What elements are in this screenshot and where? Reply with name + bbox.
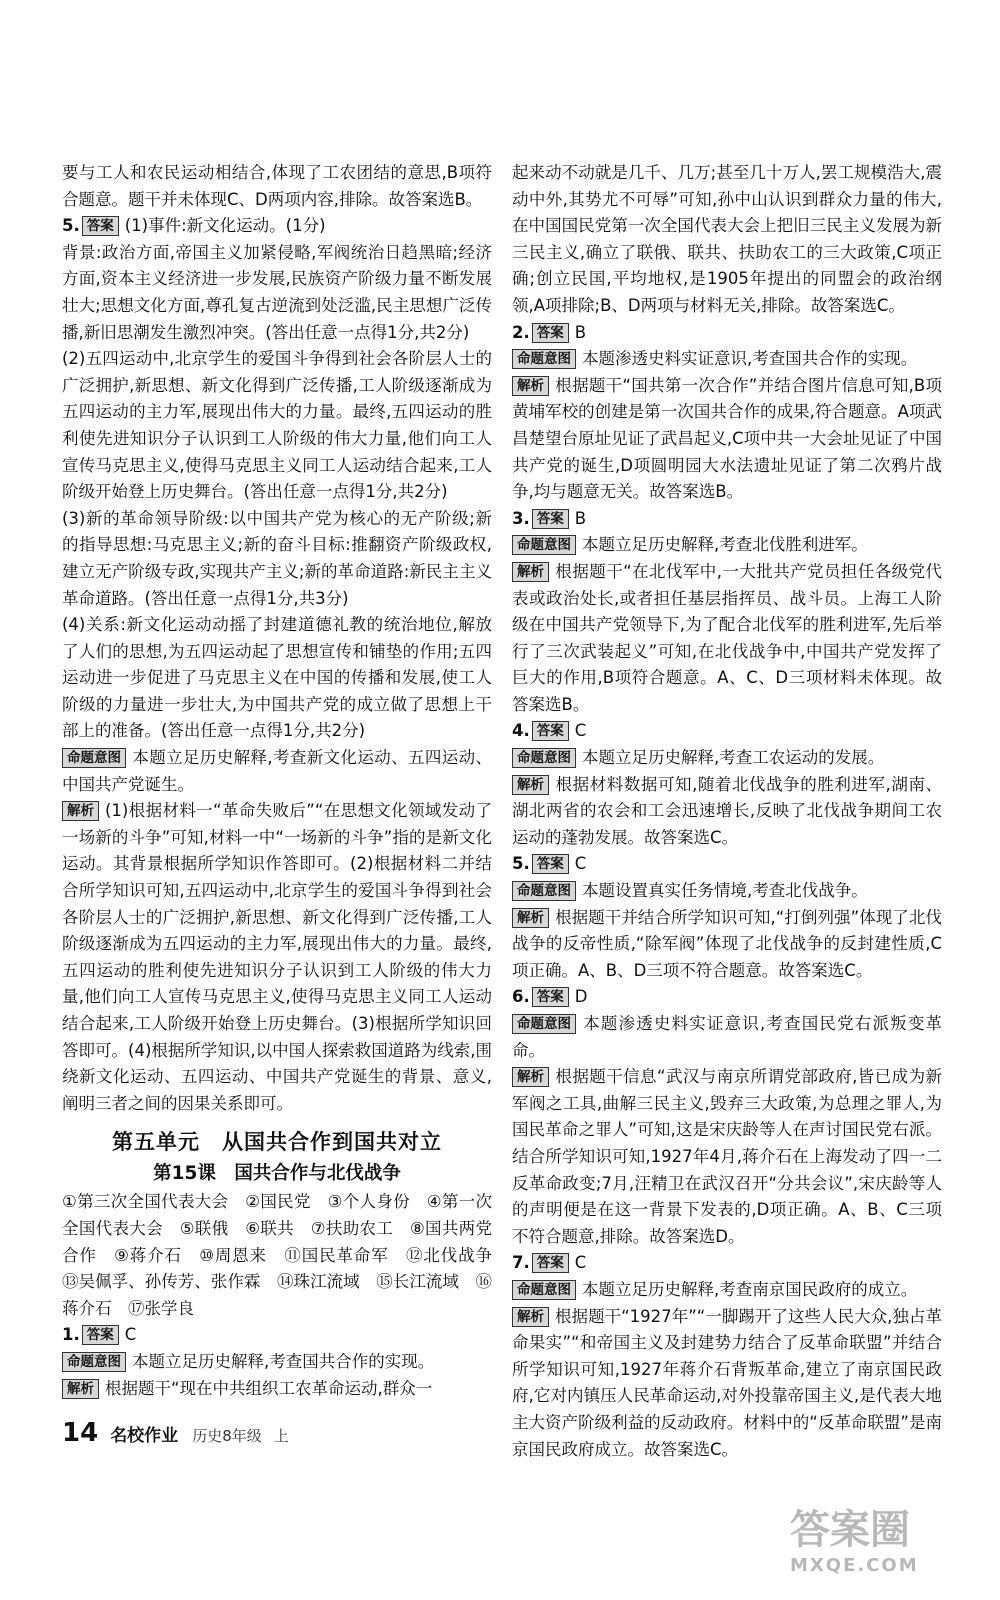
question-number: 6. bbox=[512, 987, 530, 1007]
answer-tag: 答案 bbox=[532, 1253, 569, 1273]
question-5-answer: 5. 答案 C bbox=[512, 854, 587, 874]
question-analysis: 解析 根据题干信息“武汉与南京所谓党部政府,皆已成为新军阀之工具,曲解三民主义,毁弃三大政策,为总理之罪人,为国民革命之罪人”可知,这是宋庆龄等人在声讨国民党右派。结合所学知识可知,1927年4月,蒋介石在上海发动了四一二反革命政变;7月,汪精卫在武汉召开“分共会议”,宋庆龄等人的声明便是在这一背景下发表的,D项正确。A、B、C三项不符合题意,排除。故答案选D。 bbox=[512, 1067, 942, 1246]
right-column bbox=[512, 160, 942, 1463]
question-number: 5. bbox=[512, 854, 530, 874]
paragraph: 起来动不动就是几千、几万;甚至几十万人,罢工规模浩大,震动中外,其势尤不可辱”可知,孙中山认识到群众力量的伟大,在中国国民党第一次全国代表大会上把旧三民主义发展为新三民主义,确立了联俄、联共、扶助农工的三大政策,C项正确;创立民国,平均地权,是1905年提出的同盟会的政治纲领,A项排除;B、D两项与材料无关,排除。故答案选C。 bbox=[512, 163, 942, 315]
question-analysis: 解析 根据材料数据可知,随着北伐战争的胜利进军,湖南、湖北两省的农会和工会迅速增长,反映了北伐战争期间工农运动的蓬勃发展。故答案选C。 bbox=[512, 774, 942, 847]
page-number: 14 bbox=[62, 1418, 99, 1448]
question-analysis: 解析 (1)根据材料一“革命失败后”“在思想文化领域发动了一场新的斗争”可知,材料一中“一场新的斗争”指的是新文化运动。其背景根据所学知识作答即可。(2)根据材料二并结合所学知识可知,五四运动中,北京学生的爱国斗争得到社会各阶层人士的广泛拥护,新思想、新文化得到广泛传播,工人阶级逐渐成为五四运动的主力军,展现出伟大的力量。最终,五四运动的胜利使先进知识分子认识到工人阶级的伟大力量,他们向工人宣传马克思主义,使得马克思主义同工人运动结合起来,工人阶级开始登上历史舞台。(3)根据所学知识回答即可。(4)根据所学知识,以中国人探索救国道路为线索,围绕新文化运动、五四运动、中国共产党诞生的背景、意义,阐明三者之间的因果关系即可。 bbox=[62, 801, 492, 1113]
analysis-tag: 解析 bbox=[512, 1067, 549, 1087]
question-number: 4. bbox=[512, 721, 530, 741]
lesson-title: 第15课 国共合作与北伐战争 bbox=[153, 1163, 401, 1185]
question-number: 3. bbox=[512, 508, 530, 528]
question-number: 7. bbox=[512, 1253, 530, 1273]
answer-text: (3)新的革命领导阶级:以中国共产党为核心的无产阶级;新的指导思想:马克思主义;新的奋斗目标:推翻资产阶级政权,建立无产阶级专政,实现共产主义;新的革命道路:新民主主义革命道路。(答出任意一点得1分,共3分) bbox=[62, 508, 492, 608]
paragraph: 要与工人和农民运动相结合,体现了工农团结的意思,B项符合题意。题干并未体现C、D两项内容,排除。故答案选B。 bbox=[62, 163, 492, 209]
intent-tag: 命题意图 bbox=[512, 748, 576, 768]
question-analysis: 解析 根据题干“在北伐军中,一大批共产党员担任各级党代表或政治处长,或者担任基层指挥员、战斗员。上海工人阶级在中国共产党领导下,为了配合北伐军的胜利进军,先后举行了三次武装起义”可知,在北伐战争中,中国共产党发挥了巨大的作用,B项符合题意。A、C、D三项材料未体现。故答案选B。 bbox=[512, 561, 942, 714]
question-2-answer: 2. 答案 B bbox=[512, 322, 587, 342]
question-intent: 命题意图 本题立足历史解释,考查国共合作的实现。 bbox=[62, 1349, 492, 1376]
question-number: 1. bbox=[62, 1325, 80, 1345]
question-6-answer: 6. 答案 D bbox=[512, 987, 588, 1007]
left-column bbox=[62, 160, 509, 1402]
intent-tag: 命题意图 bbox=[62, 748, 126, 768]
question-analysis: 解析 根据题干并结合所学知识可知,“打倒列强”体现了北伐战争的反帝性质,“除军阀”体现了北伐战争的反封建性质,C项正确。A、B、D三项不符合题意。故答案选C。 bbox=[512, 907, 942, 980]
answer-tag: 答案 bbox=[532, 509, 569, 529]
term-label: 上 bbox=[273, 1427, 289, 1445]
answer-text: (4)关系:新文化运动动摇了封建道德礼教的统治地位,解放了人们的思想,为五四运动起了思想宣传和铺垫的作用;五四运动进一步促进了马克思主义在中国的传播和发展,使工人阶级的力量进一步壮大,为中国共产党的成立做了思想上干部上的准备。(答出任意一点得1分,共2分) bbox=[62, 615, 492, 741]
question-intent: 命题意图 本题立足历史解释,考查北伐胜利进军。 bbox=[512, 532, 942, 559]
answer-tag: 答案 bbox=[532, 854, 569, 874]
question-1-answer: 1. 答案 C bbox=[62, 1325, 137, 1345]
unit-title: 第五单元 从国共合作到国共对立 bbox=[112, 1130, 442, 1155]
question-5-answer: 5. 答案 (1)事件:新文化运动。(1分) bbox=[62, 216, 326, 236]
question-analysis: 解析 根据题干“国共第一次合作”并结合图片信息可知,B项黄埔军校的创建是第一次国共合作的成果,符合题意。A项武昌楚望台原址见证了武昌起义,C项中共一大会址见证了中国共产党的诞生,D项圆明园大水法遗址见证了第二次鸦片战争,均与题意无关。故答案选B。 bbox=[512, 375, 942, 502]
answer-tag: 答案 bbox=[532, 323, 569, 343]
intent-tag: 命题意图 bbox=[512, 1014, 576, 1034]
question-number: 5. bbox=[62, 216, 80, 236]
watermark-logo bbox=[790, 1505, 970, 1585]
question-intent: 命题意图 本题立足历史解释,考查南京国民政府的成立。 bbox=[512, 1277, 942, 1304]
analysis-tag: 解析 bbox=[512, 562, 549, 582]
subject-label: 历史8年级 bbox=[192, 1427, 262, 1445]
intent-tag: 命题意图 bbox=[512, 535, 576, 555]
question-analysis: 解析 根据题干“现在中共组织工农革命运动,群众一 bbox=[62, 1376, 492, 1403]
analysis-tag: 解析 bbox=[512, 376, 549, 396]
answer-text: 背景:政治方面,帝国主义加紧侵略,军阀统治日趋黑暗;经济方面,资本主义经济进一步发展,民族资产阶级力量不断发展壮大;思想文化方面,尊孔复古逆流到处泛滥,民主思想广泛传播,新旧思潮发生激烈冲突。(答出任意一点得1分,共2分) bbox=[62, 242, 492, 342]
question-number: 2. bbox=[512, 322, 530, 342]
question-3-answer: 3. 答案 B bbox=[512, 508, 587, 528]
intent-tag: 命题意图 bbox=[512, 349, 576, 369]
question-analysis: 解析 根据题干“1927年”“一脚踢开了这些人民大众,独占革命果实”“和帝国主义及封建势力结合了反革命联盟”并结合所学知识可知,1927年蒋介石背叛革命,建立了南京国民政府,它对内镇压人民革命运动,对外投靠帝国主义,是代表大地主大资产阶级利益的反动政府。材料中的“反革命联盟”是南京国民政府成立。故答案选C。 bbox=[512, 1306, 942, 1459]
analysis-tag: 解析 bbox=[512, 1307, 549, 1327]
answer-tag: 答案 bbox=[532, 987, 569, 1007]
fill-in-answers: ①第三次全国代表大会 ②国民党 ③个人身份 ④第一次全国代表大会 ⑤联俄 ⑥联共 ⑦扶助农工 ⑧国共两党合作 ⑨蒋介石 ⑩周恩来 ⑪国民革命军 ⑫北伐战争 ⑬吴佩孚、孙传芳、张作霖 ⑭珠江流域 ⑮长江流域 ⑯蒋介石 ⑰张学良 bbox=[62, 1192, 509, 1318]
page-footer bbox=[62, 1418, 289, 1448]
question-intent: 命题意图 本题设置真实任务情境,考查北伐战争。 bbox=[512, 878, 942, 905]
question-intent: 命题意图 本题立足历史解释,考查工农运动的发展。 bbox=[512, 745, 942, 772]
answer-text: (2)五四运动中,北京学生的爱国斗争得到社会各阶层人士的广泛拥护,新思想、新文化得到广泛传播,工人阶级逐渐成为五四运动的主力军,展现出伟大的力量。最终,五四运动的胜利使先进知识分子认识到工人阶级的伟大力量,他们向工人宣传马克思主义,使得马克思主义同工人运动结合起来,工人阶级开始登上历史舞台。(答出任意一点得1分,共2分) bbox=[62, 349, 492, 502]
intent-tag: 命题意图 bbox=[62, 1352, 126, 1372]
analysis-tag: 解析 bbox=[512, 908, 549, 928]
watermark-text: 答案圈 bbox=[790, 1507, 910, 1553]
intent-tag: 命题意图 bbox=[512, 881, 576, 901]
answer-tag: 答案 bbox=[82, 216, 119, 236]
analysis-tag: 解析 bbox=[62, 801, 99, 821]
answer-tag: 答案 bbox=[532, 721, 569, 741]
analysis-tag: 解析 bbox=[512, 775, 549, 795]
analysis-tag: 解析 bbox=[62, 1379, 99, 1399]
watermark-url: MXQE.COM bbox=[790, 1555, 919, 1576]
question-intent: 命题意图 本题渗透史料实证意识,考查国共合作的实现。 bbox=[512, 346, 942, 373]
question-7-answer: 7. 答案 C bbox=[512, 1253, 587, 1273]
brand-name: 名校作业 bbox=[110, 1426, 179, 1446]
question-4-answer: 4. 答案 C bbox=[512, 721, 587, 741]
question-intent: 命题意图 本题立足历史解释,考查新文化运动、五四运动、中国共产党诞生。 bbox=[62, 748, 492, 794]
question-intent: 命题意图 本题渗透史料实证意识,考查国民党右派叛变革命。 bbox=[512, 1014, 942, 1060]
answer-tag: 答案 bbox=[82, 1325, 119, 1345]
intent-tag: 命题意图 bbox=[512, 1280, 576, 1300]
